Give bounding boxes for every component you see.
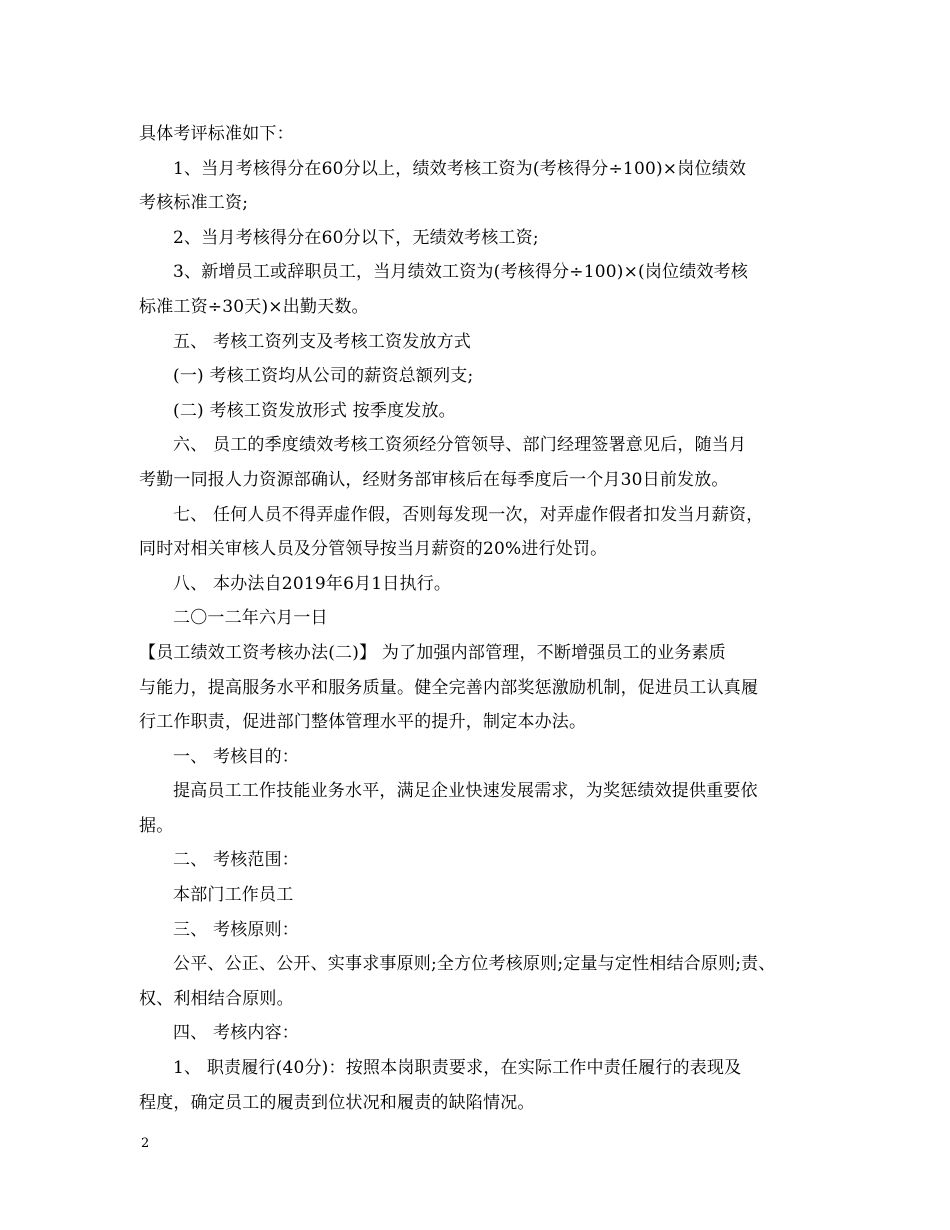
page-number: 2 <box>141 1136 150 1151</box>
text-line: 考勤一同报人力资源部确认，经财务部审核后在每季度后一个月30日前发放。 <box>139 469 729 490</box>
document-title-line: 【员工绩效工资考核办法(二)】 为了加强内部管理，不断增强员工的业务素质 <box>139 642 726 663</box>
section-heading: 七、 任何人员不得弄虚作假，否则每发现一次，对弄虚作假者扣发当月薪资， <box>173 504 764 525</box>
text-line: (一) 考核工资均从公司的薪资总额列支; <box>173 366 474 387</box>
date-line: 二〇一二年六月一日 <box>173 608 328 629</box>
text-line: 标准工资÷30天)×出勤天数。 <box>139 296 369 317</box>
section-heading: 五、 考核工资列支及考核工资发放方式 <box>173 331 472 352</box>
text-line: 1、 职责履行(40分)：按照本岗职责要求，在实际工作中责任履行的表现及 <box>173 1058 742 1079</box>
text-line: 3、新增员工或辞职员工，当月绩效工资为(考核得分÷100)×(岗位绩效考核 <box>173 262 749 283</box>
text-line: 据。 <box>139 815 174 836</box>
text-line: 与能力，提高服务水平和服务质量。健全完善内部奖惩激励机制，促进员工认真履 <box>139 677 759 698</box>
document-body <box>139 117 829 1120</box>
text-line: 2、当月考核得分在60分以下，无绩效考核工资; <box>173 227 539 248</box>
section-heading: 三、 考核原则： <box>173 919 300 940</box>
section-heading: 八、 本办法自2019年6月1日执行。 <box>173 573 452 594</box>
section-heading: 二、 考核范围： <box>173 850 300 871</box>
text-line: (二) 考核工资发放形式 按季度发放。 <box>173 400 456 421</box>
text-line: 行工作职责，促进部门整体管理水平的提升，制定本办法。 <box>139 712 587 733</box>
text-line: 本部门工作员工 <box>173 885 294 906</box>
text-line: 具体考评标准如下： <box>139 124 294 144</box>
section-heading: 六、 员工的季度绩效考核工资须经分管领导、部门经理签署意见后，随当月 <box>173 435 747 456</box>
section-heading: 四、 考核内容： <box>173 1023 300 1044</box>
text-line: 程度，确定员工的履责到位状况和履责的缺陷情况。 <box>139 1092 535 1113</box>
text-line: 提高员工工作技能业务水平，满足企业快速发展需求，为奖惩绩效提供重要依 <box>173 781 758 802</box>
text-line: 公平、公正、公开、实事求事原则;全方位考核原则;定量与定性相结合原则;责、 <box>173 954 776 975</box>
text-line: 同时对相关审核人员及分管领导按当月薪资的20%进行处罚。 <box>139 539 608 560</box>
text-line: 考核标准工资; <box>139 193 249 214</box>
text-line: 权、利相结合原则。 <box>139 988 294 1009</box>
text-line: 1、当月考核得分在60分以上，绩效考核工资为(考核得分÷100)×岗位绩效 <box>173 158 747 179</box>
section-heading: 一、 考核目的： <box>173 746 300 767</box>
